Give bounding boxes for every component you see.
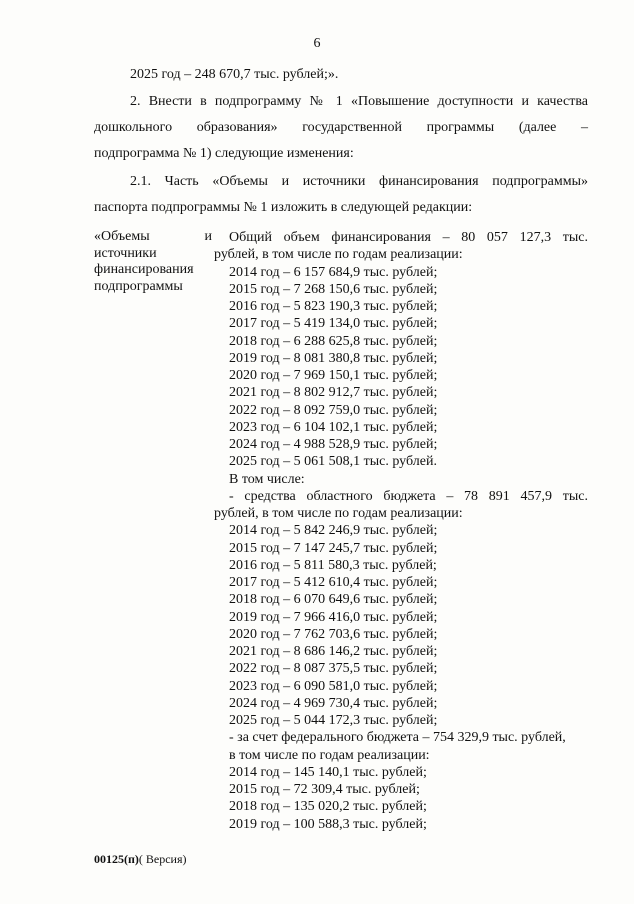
table-left-text: «Объемы [94, 229, 150, 244]
year-line: 2019 год – 7 966 416,0 тыс. рублей; [229, 609, 438, 625]
total-financing-line: Общий объем финансирования – 80 057 127,3 тыс. [229, 230, 588, 245]
year-line: 2017 год – 5 419 134,0 тыс. рублей; [229, 316, 438, 332]
year-line: 2023 год – 6 104 102,1 тыс. рублей; [229, 419, 438, 435]
year-line: 2020 год – 7 762 703,6 тыс. рублей; [229, 626, 438, 642]
year-line: 2023 год – 6 090 581,0 тыс. рублей; [229, 678, 438, 694]
total-financing-line: рублей, в том числе по годам реализации: [214, 247, 463, 263]
paragraph-closing-2025: 2025 год – 248 670,7 тыс. рублей;». [130, 67, 339, 82]
year-line: 2014 год – 6 157 684,9 тыс. рублей; [229, 264, 438, 280]
total-years-list [214, 264, 588, 471]
year-line: 2017 год – 5 412 610,4 тыс. рублей; [229, 575, 438, 590]
federal-years-list [214, 764, 588, 833]
federal-budget-line: - за счет федерального бюджета – 754 329,9 тыс. рублей, [229, 730, 566, 746]
paragraph-part-2-1 [94, 169, 588, 221]
paragraph-amend-subprogram [94, 89, 588, 167]
table-left-text: финансирования [94, 262, 194, 278]
table-left-column [94, 229, 212, 295]
year-line: 2015 год – 72 309,4 тыс. рублей; [229, 782, 420, 797]
paragraph-line: 2. Внести в подпрограмму № 1 «Повышение доступности и качества [130, 94, 588, 109]
including-label: В том числе: [229, 471, 305, 487]
year-line: 2016 год – 5 823 190,3 тыс. рублей; [229, 299, 438, 314]
year-line: 2024 год – 4 969 730,4 тыс. рублей; [229, 695, 438, 711]
year-line: 2019 год – 8 081 380,8 тыс. рублей; [229, 350, 438, 366]
year-line: 2021 год – 8 686 146,2 тыс. рублей; [229, 644, 438, 659]
year-line: 2018 год – 6 070 649,6 тыс. рублей; [229, 592, 438, 608]
regional-budget-line: рублей, в том числе по годам реализации: [214, 506, 463, 521]
paragraph-line: паспорта подпрограммы № 1 изложить в следующей редакции: [94, 200, 473, 215]
year-line: 2020 год – 7 969 150,1 тыс. рублей; [229, 368, 438, 383]
table-left-text: и [204, 229, 212, 244]
year-line: 2018 год – 6 288 625,8 тыс. рублей; [229, 333, 438, 349]
year-line: 2019 год – 100 588,3 тыс. рублей; [229, 816, 427, 832]
year-line: 2018 год – 135 020,2 тыс. рублей; [229, 799, 427, 815]
year-line: 2022 год – 8 087 375,5 тыс. рублей; [229, 661, 438, 677]
paragraph-line: подпрограмма № 1) следующие изменения: [94, 146, 354, 161]
year-line: 2014 год – 145 140,1 тыс. рублей; [229, 764, 427, 780]
table-left-text: подпрограммы [94, 278, 183, 294]
federal-budget-line: в том числе по годам реализации: [229, 747, 430, 763]
year-line: 2015 год – 7 268 150,6 тыс. рублей; [229, 281, 438, 297]
table-left-row [94, 229, 212, 246]
year-line: 2014 год – 5 842 246,9 тыс. рублей; [229, 523, 438, 539]
document-version: ( Версия) [138, 852, 187, 866]
year-line: 2015 год – 7 147 245,7 тыс. рублей; [229, 540, 438, 556]
table-left-text: источники [94, 245, 157, 261]
footer [94, 852, 187, 867]
year-line: 2021 год – 8 802 912,7 тыс. рублей; [229, 385, 438, 401]
year-line: 2024 год – 4 988 528,9 тыс. рублей; [229, 437, 438, 452]
year-line: 2025 год – 5 061 508,1 тыс. рублей. [229, 454, 437, 470]
regional-budget-line: - средства областного бюджета – 78 891 457,9 тыс. [229, 488, 588, 504]
regional-years-list [214, 522, 588, 729]
year-line: 2022 год – 8 092 759,0 тыс. рублей; [229, 402, 438, 418]
year-line: 2025 год – 5 044 172,3 тыс. рублей; [229, 713, 438, 728]
page-number: 6 [313, 36, 321, 51]
year-line: 2016 год – 5 811 580,3 тыс. рублей; [229, 557, 437, 573]
document-code: 00125(п) [94, 852, 139, 866]
paragraph-line: дошкольного образования» государственной программы (далее – [94, 120, 588, 135]
paragraph-line: 2.1. Часть «Объемы и источники финансирования подпрограммы» [130, 174, 588, 189]
table-right-column [214, 229, 588, 833]
